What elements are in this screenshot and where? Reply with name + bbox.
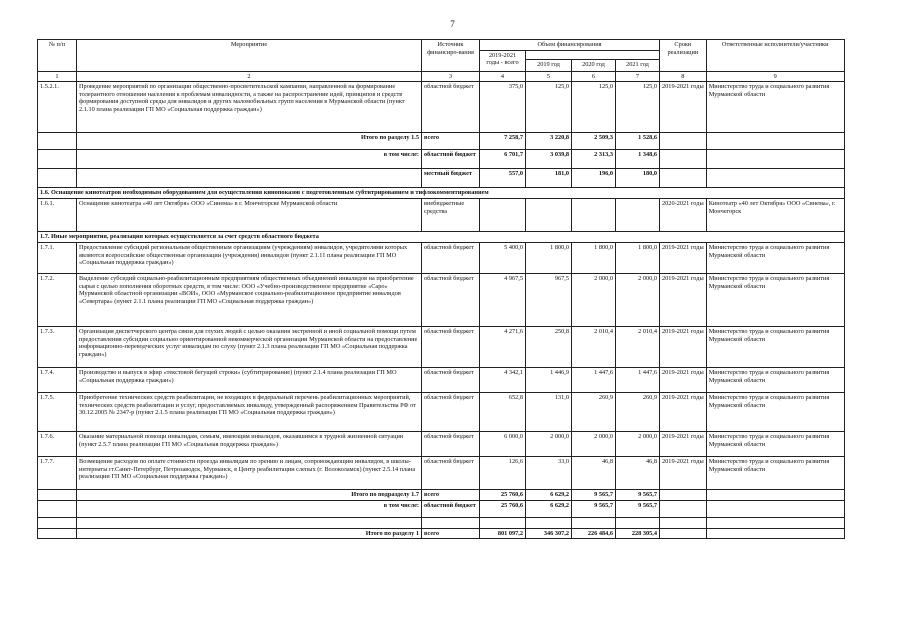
row-total: 4 967,5: [480, 274, 526, 327]
col-number: 7: [616, 71, 660, 82]
row-terms: 2019-2021 годы: [660, 432, 707, 457]
row-source: областной бюджет: [422, 393, 480, 432]
subtotal-total: 25 760,6: [480, 500, 526, 517]
col-number: 9: [706, 71, 844, 82]
row-total: 4 342,1: [480, 368, 526, 393]
row-number: 1.7.3.: [38, 327, 77, 368]
col-number: 4: [480, 71, 526, 82]
row-2021: 125,0: [616, 82, 660, 133]
subtotal-source: областной бюджет: [422, 150, 480, 169]
row-responsible: Кинотеатр «40 лет Октября» ООО «Синема», г. Мончегорск: [706, 199, 844, 232]
row-number: 1.7.6.: [38, 432, 77, 457]
row-total: 375,0: [480, 82, 526, 133]
section-title: 1.7. Иные мероприятия, реализация которых осуществляется за счет средств областного бюджета: [38, 232, 845, 243]
row-responsible: Министерство труда и социального развития Мурманской области: [706, 274, 844, 327]
row-2021: 2 000,0: [616, 432, 660, 457]
row-2019: 131,0: [526, 393, 572, 432]
subtotal-2021: 180,0: [616, 169, 660, 188]
total-2019: 346 307,2: [526, 528, 572, 539]
row-event: Выделение субсидий социально-реабилитационным предприятиям общественных объединений инвалидов на приобретение сырья с целью пополнения оборотных средств, в том числе: ООО «Учебно-производственное предприятие «Саро» Мурманской областной организации «ВОИ», ООО «Мурманское социально-реабилитационное предприятие инвалидов «Севертара» (пункт 2.1.1 плана реализации ГП МО «Социальная поддержка граждан»): [77, 274, 422, 327]
subtotal-total: 6 701,7: [480, 150, 526, 169]
subtotal-2019: 3 220,8: [526, 133, 572, 150]
row-terms: 2019-2021 годы: [660, 82, 707, 133]
row-2019: 967,5: [526, 274, 572, 327]
row-2019: 2 000,0: [526, 432, 572, 457]
spacer-row: [38, 517, 845, 528]
row-2021: 260,9: [616, 393, 660, 432]
row-terms: 2020-2021 годы: [660, 199, 707, 232]
col-number: 6: [572, 71, 616, 82]
header-event: Мероприятие: [77, 40, 422, 72]
table-row: [38, 457, 845, 490]
subtotal-row: [38, 133, 845, 150]
row-2020: 125,0: [572, 82, 616, 133]
row-event: Производство и выпуск в эфир «текстовой бегущей строки» (субтитрирование) (пункт 2.1.4 плана реализации ГП МО «Социальная поддержка граждан»): [77, 368, 422, 393]
row-2020: 2 010,4: [572, 327, 616, 368]
col-number: 8: [660, 71, 707, 82]
row-responsible: Министерство труда и социального развития Мурманской области: [706, 327, 844, 368]
total-total: 801 097,2: [480, 528, 526, 539]
row-number: 1.7.2.: [38, 274, 77, 327]
row-event: Организация диспетчерского центра связи для глухих людей с целью оказания экстренной и иной социальной помощи путем предоставления субсидии социально ориентированной некоммерческой организации Мурманской области на предоставление информационно-переводческих услуг инвалидам по слуху (пункт 2.1.3 плана реализации ГП МО «Социальная поддержка граждан»): [77, 327, 422, 368]
row-2019: 250,8: [526, 327, 572, 368]
col-number: 3: [422, 71, 480, 82]
row-2019: 125,0: [526, 82, 572, 133]
subtotal-row: [38, 500, 845, 517]
subtotal-row: [38, 490, 845, 501]
row-number: 1.7.5.: [38, 393, 77, 432]
row-number: 1.7.4.: [38, 368, 77, 393]
row-terms: 2019-2021 годы: [660, 327, 707, 368]
table-row: [38, 274, 845, 327]
row-total: 652,8: [480, 393, 526, 432]
row-terms: 2019-2021 годы: [660, 243, 707, 274]
total-2021: 228 305,4: [616, 528, 660, 539]
subtotal-total: 7 258,7: [480, 133, 526, 150]
subtotal-2019: 6 629,2: [526, 490, 572, 501]
header-funding: Объем финансирования: [480, 40, 660, 51]
subtotal-total: 557,0: [480, 169, 526, 188]
row-event: Возмещение расходов по оплате стоимости проезда инвалидам по зрению и лицам, сопровождающим инвалидов, в школы-интернаты гг.Санкт-Петербург, Петрозаводск, Мурманск, в Центр реабилитации слепых (г. Волоколамск) (пункт 2.5.14 плана реализации ГП МО «Социальная поддержка граждан»): [77, 457, 422, 490]
subtotal-total: 25 760,6: [480, 490, 526, 501]
header-resp: Ответственные исполнители/участники: [706, 40, 844, 72]
table-row: [38, 82, 845, 133]
table-row: [38, 243, 845, 274]
col-number: 2: [77, 71, 422, 82]
subtotal-2019: 3 039,8: [526, 150, 572, 169]
row-2020: 2 000,0: [572, 432, 616, 457]
subtotal-source: всего: [422, 133, 480, 150]
table-row: [38, 199, 845, 232]
row-number: 1.6.1.: [38, 199, 77, 232]
row-number: 1.7.7.: [38, 457, 77, 490]
table-row: [38, 393, 845, 432]
header-source: Источник финансиро-вания: [422, 40, 480, 72]
row-2021: 2 010,4: [616, 327, 660, 368]
row-source: областной бюджет: [422, 82, 480, 133]
row-event: Приобретение технических средств реабилитации, не входящих в федеральный перечень реабилитационных мероприятий, технических средств реабилитации и услуг, предоставляемых инвалиду, утвержденный распоряжением Правительства РФ от 30.12.2005 № 2347-р (пункт 2.1.5 плана реализации ГП МО «Социальная поддержка граждан»): [77, 393, 422, 432]
row-responsible: Министерство труда и социального развития Мурманской области: [706, 82, 844, 133]
subtotal-label: Итого по подразделу 1.7: [77, 490, 422, 501]
row-2021: 1 800,0: [616, 243, 660, 274]
row-number: 1.5.2.1.: [38, 82, 77, 133]
subtotal-2020: 196,0: [572, 169, 616, 188]
col-number: 1: [38, 71, 77, 82]
table-row: [38, 327, 845, 368]
row-terms: 2019-2021 годы: [660, 457, 707, 490]
subtotal-label: в том числе:: [77, 150, 422, 169]
header-2020: 2020 год: [572, 59, 616, 71]
row-responsible: Министерство труда и социального развития Мурманской области: [706, 243, 844, 274]
row-2020: 2 000,0: [572, 274, 616, 327]
row-responsible: Министерство труда и социального развития Мурманской области: [706, 432, 844, 457]
table-row: [38, 368, 845, 393]
subtotal-row: [38, 169, 845, 188]
subtotal-row: [38, 150, 845, 169]
header-2021: 2021 год: [616, 59, 660, 71]
row-responsible: Министерство труда и социального развития Мурманской области: [706, 368, 844, 393]
row-terms: 2019-2021 годы: [660, 274, 707, 327]
header-2019: 2019 год: [526, 59, 572, 71]
table-row: [38, 432, 845, 457]
total-2020: 226 484,6: [572, 528, 616, 539]
row-2021: 2 000,0: [616, 274, 660, 327]
row-event: Проведение мероприятий по организации общественно-просветительской кампании, направленной на формирование толерантного отношения населения к проблемам инвалидности, а также на распространение идей, принципов и средств формирования доступной среды для инвалидов и других маломобильных групп населения в Мурманской области (пункт 2.1.10 плана реализации ГП МО «Социальная поддержка граждан»): [77, 82, 422, 133]
subtotal-label: в том числе:: [77, 500, 422, 517]
header-row: [38, 40, 845, 51]
row-2020: 260,9: [572, 393, 616, 432]
row-total: 6 000,0: [480, 432, 526, 457]
header-terms: Сроки реализации: [660, 40, 707, 72]
row-source: областной бюджет: [422, 457, 480, 490]
row-2021: 46,8: [616, 457, 660, 490]
row-total: 4 271,6: [480, 327, 526, 368]
row-number: 1.7.1.: [38, 243, 77, 274]
row-source: областной бюджет: [422, 243, 480, 274]
row-source: внебюджетные средства: [422, 199, 480, 232]
row-source: областной бюджет: [422, 432, 480, 457]
row-2019: 33,0: [526, 457, 572, 490]
row-responsible: Министерство труда и социального развития Мурманской области: [706, 393, 844, 432]
row-event: Оказание материальной помощи инвалидам, семьям, имеющим инвалидов, оказавшимся в трудной жизненной ситуации (пункт 2.5.7 плана реализации ГП МО «Социальная поддержка граждан»): [77, 432, 422, 457]
row-event: Предоставление субсидий региональным общественным организациям (учреждениям) инвалидов, учредителями которых являются всероссийские общественные организации (учреждения) инвалидов (пункт 2.1.11 плана реализации ГП МО «Социальная поддержка граждан»): [77, 243, 422, 274]
subtotal-2019: 6 629,2: [526, 500, 572, 517]
subtotal-source: местный бюджет: [422, 169, 480, 188]
row-2020: 1 800,0: [572, 243, 616, 274]
row-2020: 46,8: [572, 457, 616, 490]
subtotal-2021: 9 565,7: [616, 500, 660, 517]
header-total: 2019-2021 годы - всего: [480, 50, 526, 71]
section-title: 1.6. Оснащение кинотеатров необходимым оборудованием для осуществления кинопоказов с подготовленным субтитрированием и тифлокомментированием: [38, 188, 845, 199]
row-source: областной бюджет: [422, 327, 480, 368]
col-number: 5: [526, 71, 572, 82]
section-row: [38, 188, 845, 199]
subtotal-2021: 9 565,7: [616, 490, 660, 501]
total-source: всего: [422, 528, 480, 539]
row-2019: 1 446,9: [526, 368, 572, 393]
funding-table: [37, 39, 845, 539]
row-source: областной бюджет: [422, 274, 480, 327]
total-label: Итого по разделу 1: [77, 528, 422, 539]
subtotal-2021: 1 528,6: [616, 133, 660, 150]
section-row: [38, 232, 845, 243]
row-terms: 2019-2021 годы: [660, 368, 707, 393]
row-2020: 1 447,6: [572, 368, 616, 393]
page-number: 7: [450, 19, 455, 29]
subtotal-source: областной бюджет: [422, 500, 480, 517]
total-row: [38, 528, 845, 539]
subtotal-2021: 1 348,6: [616, 150, 660, 169]
row-source: областной бюджет: [422, 368, 480, 393]
subtotal-source: всего: [422, 490, 480, 501]
row-total: 5 400,0: [480, 243, 526, 274]
row-event: Оснащение кинотеатра «40 лет Октября» ООО «Синема» в г. Мончегорске Мурманской области: [77, 199, 422, 232]
row-responsible: Министерство труда и социального развития Мурманской области: [706, 457, 844, 490]
column-numbers-row: [38, 71, 845, 82]
subtotal-2020: 2 313,3: [572, 150, 616, 169]
row-total: 126,6: [480, 457, 526, 490]
header-num: № п/п: [38, 40, 77, 72]
subtotal-2020: 9 565,7: [572, 490, 616, 501]
subtotal-label: Итого по разделу 1.5: [77, 133, 422, 150]
subtotal-2020: 9 565,7: [572, 500, 616, 517]
row-2021: 1 447,6: [616, 368, 660, 393]
row-terms: 2019-2021 годы: [660, 393, 707, 432]
row-2019: 1 800,0: [526, 243, 572, 274]
subtotal-2020: 2 509,3: [572, 133, 616, 150]
subtotal-2019: 181,0: [526, 169, 572, 188]
